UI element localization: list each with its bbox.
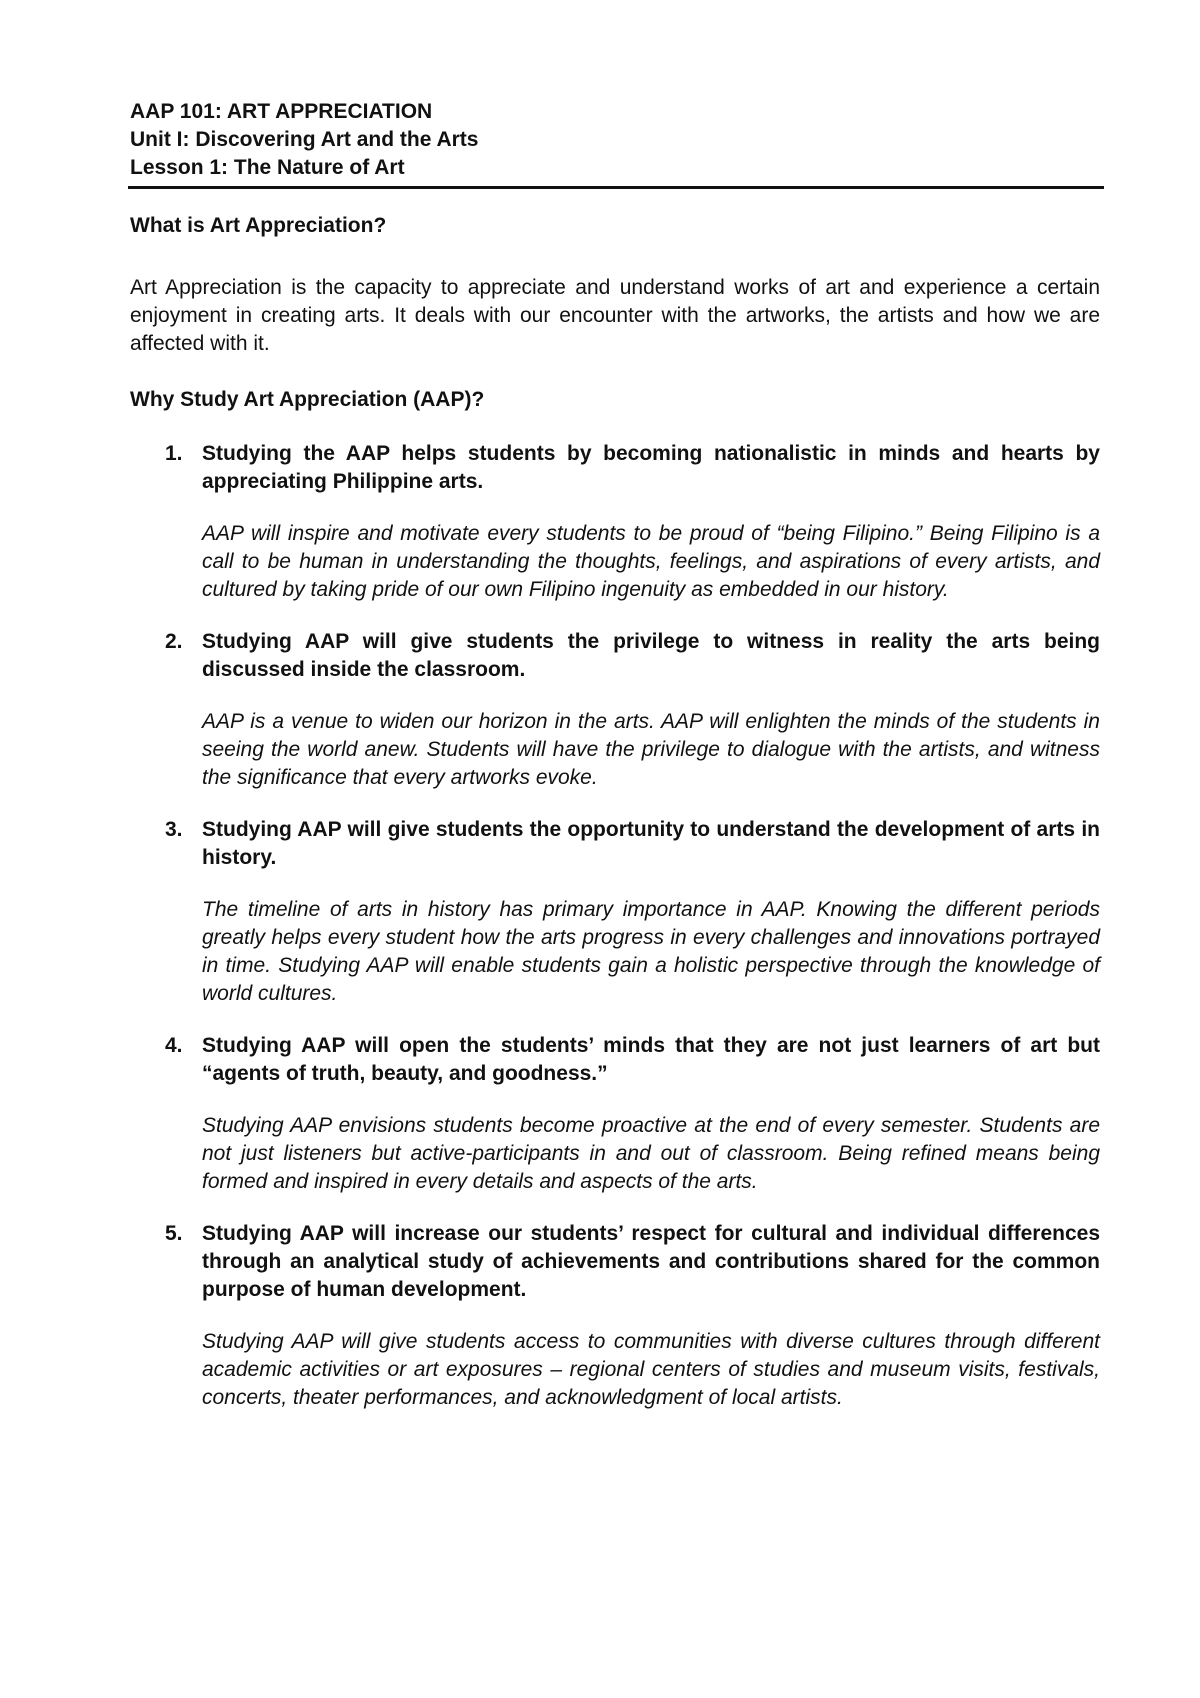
unit-title: Unit I: Discovering Art and the Arts (130, 128, 479, 151)
reason-number: 1. (165, 442, 183, 465)
reason-title: Studying AAP will open the students’ minds that they are not just learners of art but “agents of truth, beauty, and goodness.” (202, 1034, 1100, 1085)
reason-number: 4. (165, 1034, 183, 1057)
reason-title: Studying AAP will give students the opportunity to understand the development of arts in history. (202, 818, 1100, 869)
course-title: AAP 101: ART APPRECIATION (130, 100, 433, 123)
reason-item-4 (130, 1032, 1100, 1196)
why-heading: Why Study Art Appreciation (AAP)? (130, 388, 485, 411)
header-divider (128, 186, 1104, 189)
what-heading: What is Art Appreciation? (130, 214, 387, 237)
reason-title: Studying AAP will give students the privilege to witness in reality the arts being discussed inside the classroom. (202, 630, 1100, 681)
document-header (130, 98, 1100, 182)
reason-body: AAP will inspire and motivate every students to be proud of “being Filipino.” Being Filipino is a call to be human in understanding the thoughts, feelings, and aspirations of every artists, and cultured by taking pride of our own Filipino ingenuity as embedded in our history. (202, 522, 1100, 601)
reason-body: The timeline of arts in history has primary importance in AAP. Knowing the different periods greatly helps every student how the arts progress in every challenges and innovations portrayed in time. Studying AAP will enable students gain a holistic perspective through the knowledge of world cultures. (202, 898, 1100, 1005)
reasons-list (130, 440, 1100, 1412)
reason-number: 3. (165, 818, 183, 841)
reason-title: Studying AAP will increase our students’ respect for cultural and individual differences through an analytical study of achievements and contributions shared for the common purpose of human development. (202, 1222, 1100, 1301)
what-paragraph: Art Appreciation is the capacity to appreciate and understand works of art and experience a certain enjoyment in creating arts. It deals with our encounter with the artworks, the artists and how we are affected with it. (130, 276, 1100, 355)
reason-body: Studying AAP envisions students become proactive at the end of every semester. Students are not just listeners but active-participants in and out of classroom. Being refined means being formed and inspired in every details and aspects of the arts. (202, 1114, 1100, 1193)
reason-number: 2. (165, 630, 183, 653)
reason-item-2 (130, 628, 1100, 792)
lesson-title: Lesson 1: The Nature of Art (130, 156, 405, 179)
reason-body: Studying AAP will give students access to communities with diverse cultures through different academic activities or art exposures – regional centers of studies and museum visits, festivals, concerts, theater performances, and acknowledgment of local artists. (202, 1330, 1100, 1409)
reason-item-3 (130, 816, 1100, 1008)
reason-item-5 (130, 1220, 1100, 1412)
reason-item-1 (130, 440, 1100, 604)
reason-title: Studying the AAP helps students by becoming nationalistic in minds and hearts by appreciating Philippine arts. (202, 442, 1100, 493)
reason-number: 5. (165, 1222, 183, 1245)
reason-body: AAP is a venue to widen our horizon in the arts. AAP will enlighten the minds of the students in seeing the world anew. Students will have the privilege to dialogue with the artists, and witness the significance that every artworks evoke. (202, 710, 1100, 789)
document-body (130, 212, 1100, 1436)
